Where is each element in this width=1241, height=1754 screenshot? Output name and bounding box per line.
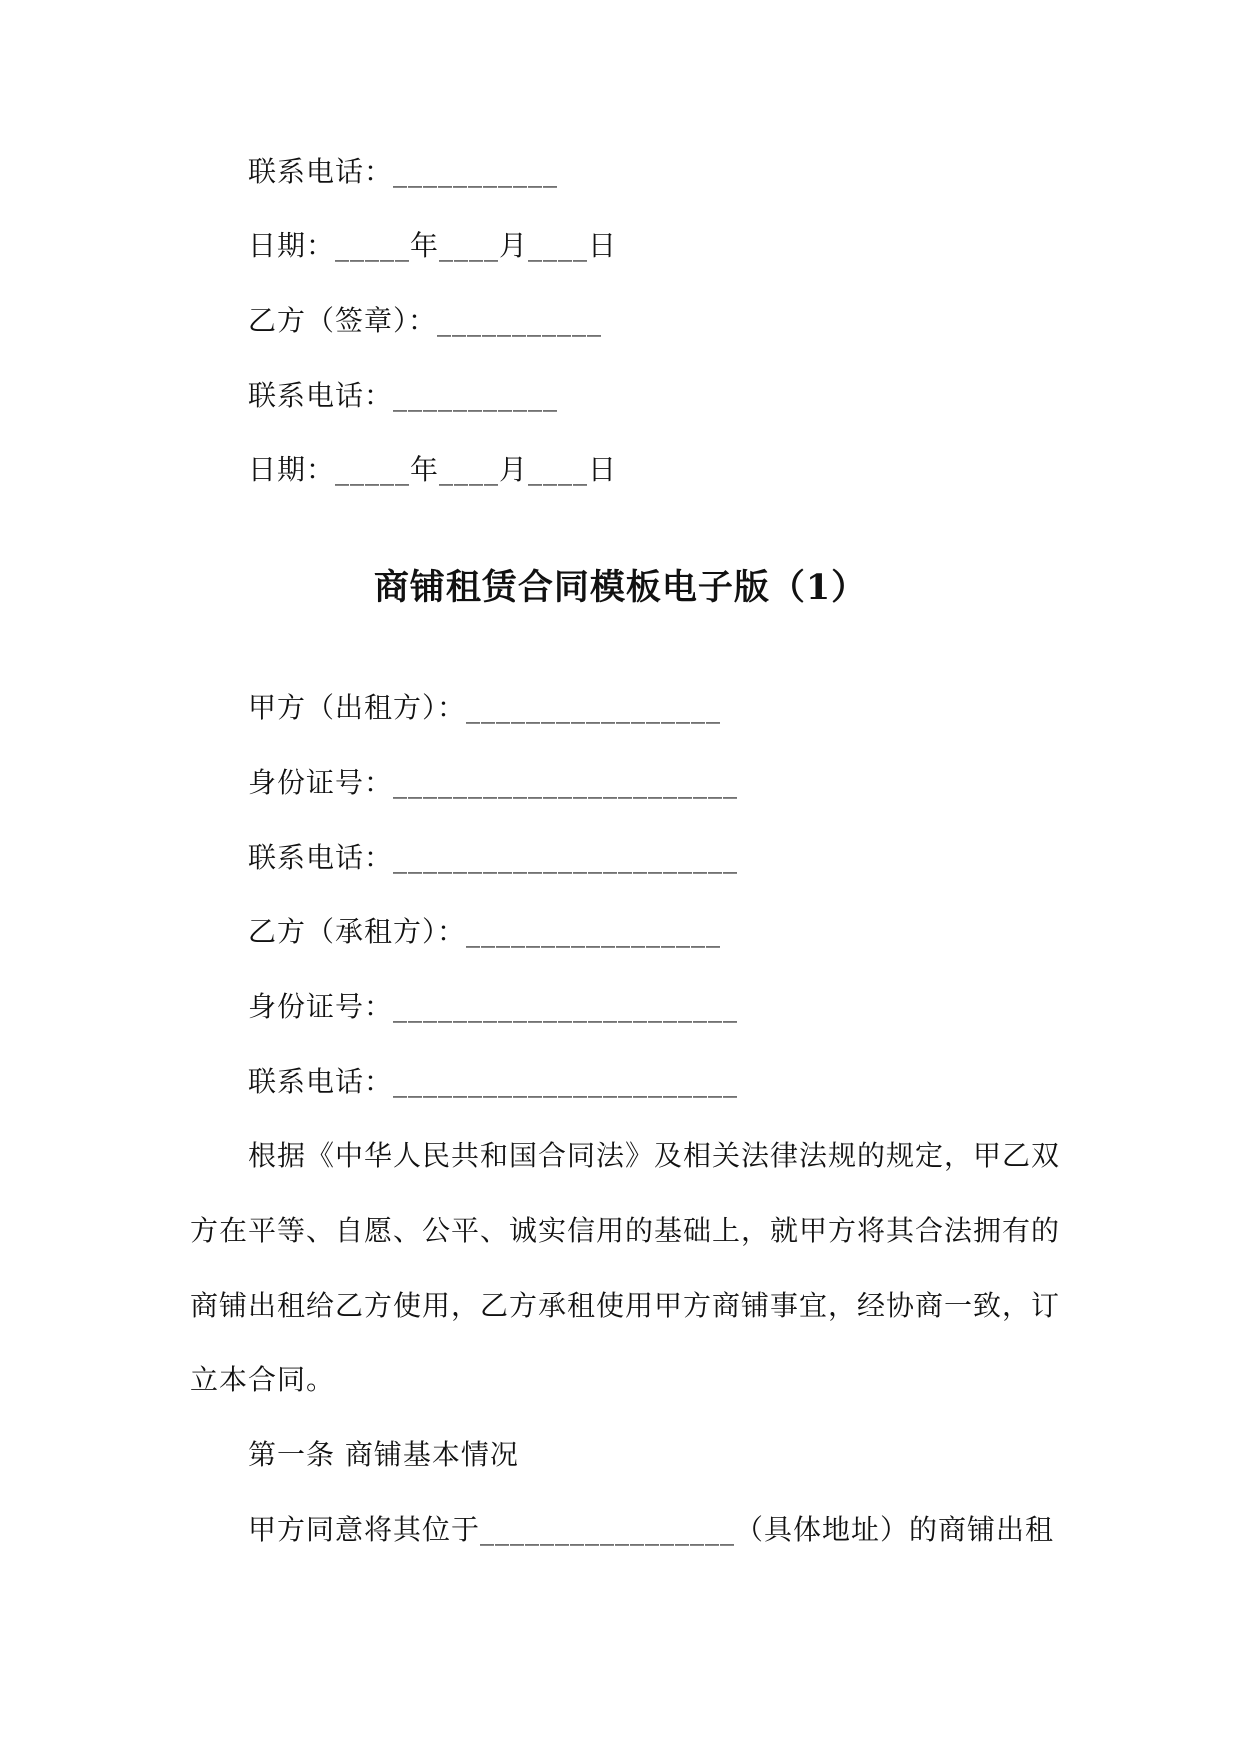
preamble-line-3: 商铺出租给乙方使用，乙方承租使用甲方商铺事宜，经协商一致，订 xyxy=(190,1289,1061,1322)
sig-date-line-1: 日期：_____年____月____日 xyxy=(248,229,618,262)
sig-phone-line-1: 联系电话：___________ xyxy=(248,155,559,188)
party-b-phone-line: 联系电话：_______________________ xyxy=(248,1065,739,1098)
article-1-heading: 第一条 商铺基本情况 xyxy=(248,1438,519,1471)
party-b-id-line: 身份证号：_______________________ xyxy=(248,990,739,1023)
preamble-line-2: 方在平等、自愿、公平、诚实信用的基础上，就甲方将其合法拥有的 xyxy=(190,1214,1061,1247)
sig-party-b-line: 乙方（签章）：___________ xyxy=(248,304,603,337)
preamble-line-1: 根据《中华人民共和国合同法》及相关法律法规的规定，甲乙双 xyxy=(248,1139,1061,1172)
article-1-line-1: 甲方同意将其位于_________________（具体地址）的商铺出租 xyxy=(248,1513,1055,1546)
party-b-name-line: 乙方（承租方）：_________________ xyxy=(248,915,722,948)
document-title: 商铺租赁合同模板电子版（1） xyxy=(373,567,868,608)
party-a-id-line: 身份证号：_______________________ xyxy=(248,766,739,799)
party-a-name-line: 甲方（出租方）：_________________ xyxy=(248,691,722,724)
sig-phone-line-2: 联系电话：___________ xyxy=(248,379,559,412)
party-a-phone-line: 联系电话：_______________________ xyxy=(248,841,739,874)
preamble-line-4: 立本合同。 xyxy=(190,1363,336,1396)
sig-date-line-2: 日期：_____年____月____日 xyxy=(248,453,618,486)
